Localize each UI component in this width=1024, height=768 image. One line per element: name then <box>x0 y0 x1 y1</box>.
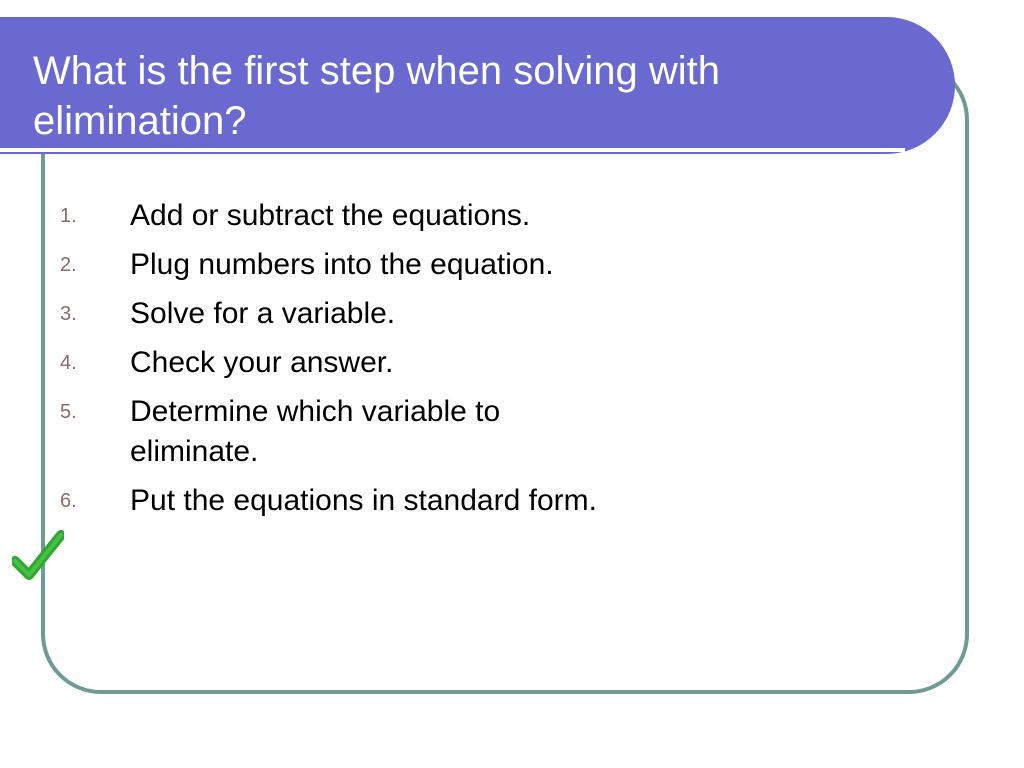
option-text: Plug numbers into the equation. <box>130 248 554 281</box>
answer-option-3[interactable] <box>60 294 620 334</box>
slide-title: What is the first step when solving with elimination? <box>33 49 720 143</box>
answer-list <box>60 196 620 530</box>
title-underline <box>0 148 905 152</box>
answer-option-6[interactable] <box>60 481 620 521</box>
title-bar <box>0 17 955 154</box>
option-text: Solve for a variable. <box>130 297 396 330</box>
option-text: Put the equations in standard form. <box>130 484 597 517</box>
option-number: 4. <box>60 352 77 374</box>
option-text: Determine which variable to eliminate. <box>130 395 501 468</box>
answer-option-2[interactable] <box>60 245 620 285</box>
option-number: 3. <box>60 303 77 325</box>
answer-option-5[interactable] <box>60 392 620 472</box>
option-text: Check your answer. <box>130 346 394 379</box>
green-checkmark-icon <box>12 530 64 590</box>
option-number: 5. <box>60 401 77 423</box>
option-number: 1. <box>60 205 77 227</box>
option-number: 2. <box>60 254 77 276</box>
answer-option-4[interactable] <box>60 343 620 383</box>
option-text: Add or subtract the equations. <box>130 199 531 232</box>
option-number: 6. <box>60 490 77 512</box>
answer-option-1[interactable] <box>60 196 620 236</box>
